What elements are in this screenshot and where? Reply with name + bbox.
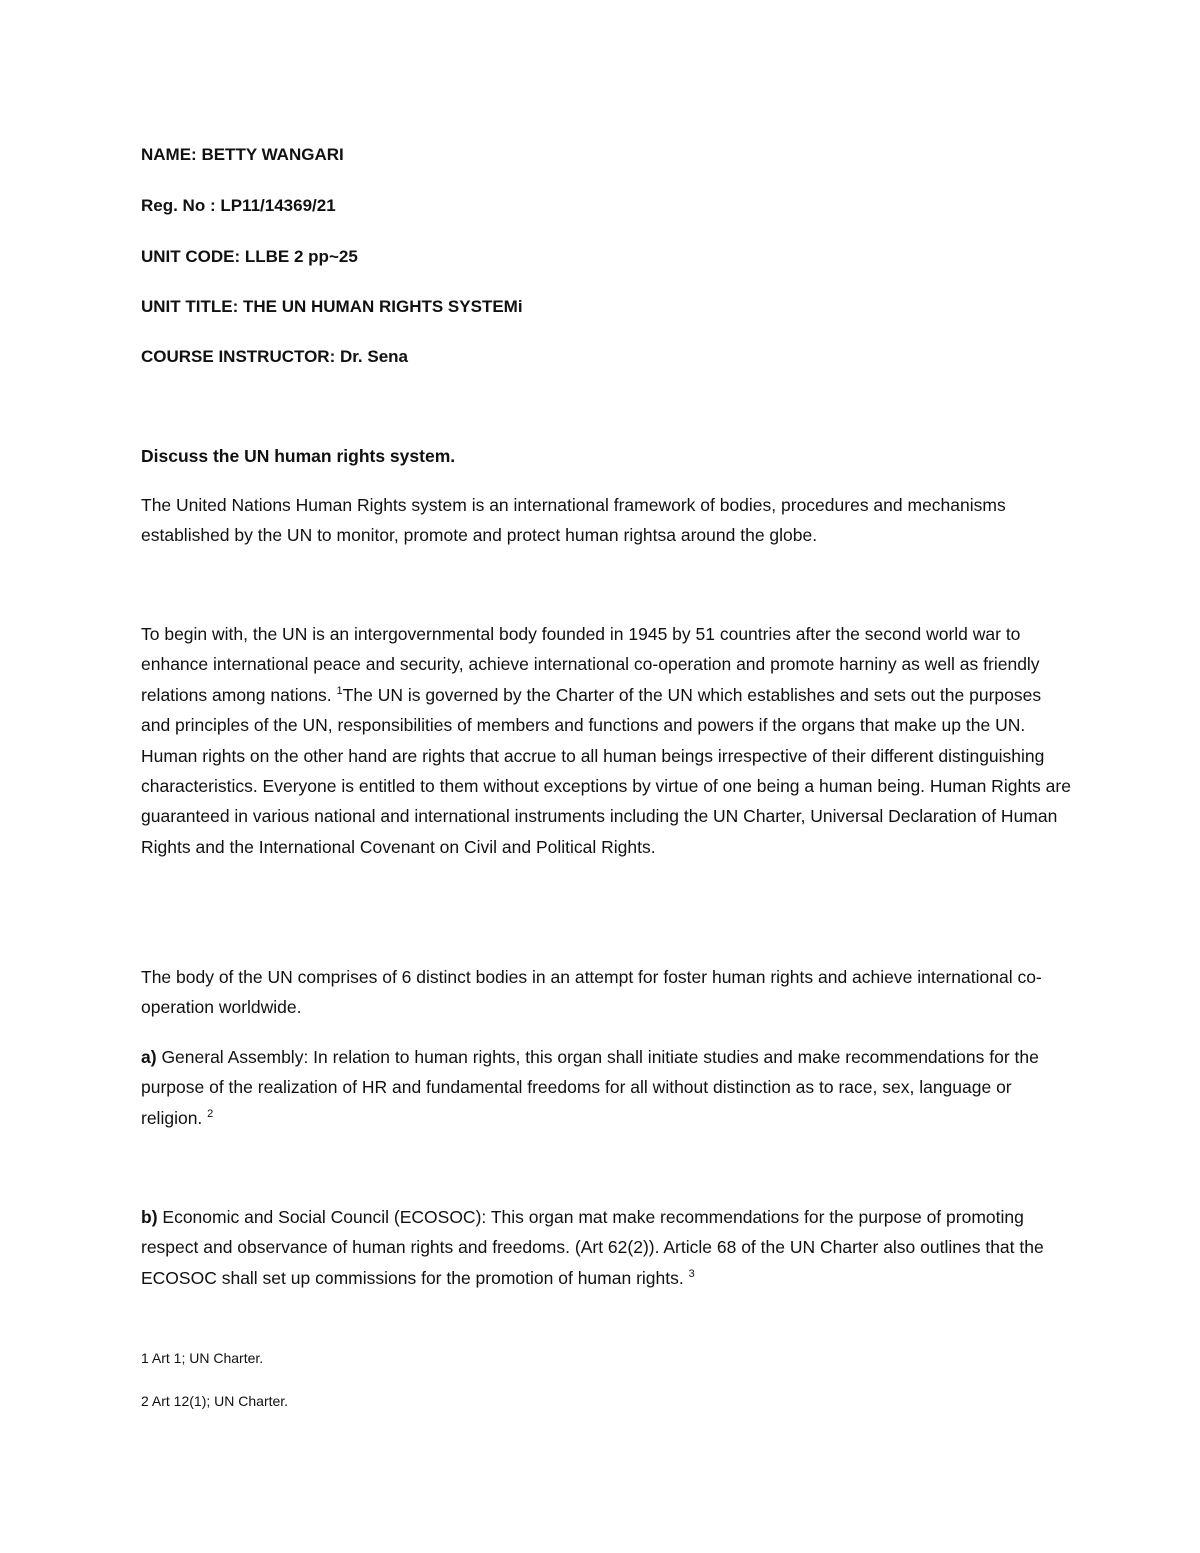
course-instructor: COURSE INSTRUCTOR: Dr. Sena bbox=[141, 347, 409, 366]
para2-text-1: To begin with, the UN is an intergovernmental body founded in 1945 by 51 countries after the second world war to enhance international peace and security, achieve international co-operation and promote harniny as well as friendly relations among nations. bbox=[141, 624, 1040, 705]
general-assembly-item bbox=[141, 1042, 1071, 1133]
footnote-1: 1 Art 1; UN Charter. bbox=[141, 1350, 264, 1366]
essay-question: Discuss the UN human rights system. bbox=[141, 446, 456, 466]
footnote-ref-2: 2 bbox=[207, 1107, 214, 1120]
ecosoc-item bbox=[141, 1202, 1071, 1293]
item-b-citation: (Art 62(2)). bbox=[574, 1237, 660, 1258]
unit-title: UNIT TITLE: THE UN HUMAN RIGHTS SYSTEMi bbox=[141, 297, 523, 316]
item-a-label: a) bbox=[141, 1047, 162, 1067]
unit-code: UNIT CODE: LLBE 2 pp~25 bbox=[141, 247, 358, 266]
item-b-label: b) bbox=[141, 1207, 163, 1227]
student-name: NAME: BETTY WANGARI bbox=[141, 145, 344, 164]
un-bodies-paragraph: The body of the UN comprises of 6 distinct bodies in an attempt for foster human rights and achieve international co-operation worldwide. bbox=[141, 967, 1042, 1018]
item-b-text-2: Article 68 of the UN Charter also outlines that the ECOSOC shall set up commissions for the promotion of human rights. bbox=[141, 1237, 1044, 1288]
footnote-2: 2 Art 12(1); UN Charter. bbox=[141, 1393, 289, 1409]
un-background-paragraph bbox=[141, 619, 1071, 862]
registration-number: Reg. No : LP11/14369/21 bbox=[141, 196, 336, 215]
item-b-title: Economic and Social Council (ECOSOC): bbox=[162, 1207, 491, 1227]
item-b-text-1: This organ mat make recommendations for the purpose of promoting respect and observance of human rights and freedoms. bbox=[141, 1207, 1024, 1258]
footnote-ref-3: 3 bbox=[688, 1267, 695, 1280]
footnote-ref-1: 1 bbox=[336, 684, 343, 697]
item-a-title: General Assembly: bbox=[161, 1047, 314, 1067]
para2-text-2: The UN is governed by the Charter of the UN which establishes and sets out the purposes and principles of the UN, responsibilities of members and functions and powers if the organs that make up the UN. Human rights on the other hand are rights that accrue to all human beings irrespective of their different distinguishing characteristics. Everyone is entitled to them without exceptions by virtue of one being a human being. Human Rights are guaranteed in various national and international instruments including the UN Charter, Universal Declaration of Human Rights and the International Covenant on Civil and Political Rights. bbox=[141, 684, 1071, 857]
item-a-text: In relation to human rights, this organ shall initiate studies and make recommendations for the purpose of the realization of HR and fundamental freedoms for all without distinction as to race, sex, language or religion. bbox=[141, 1047, 1039, 1128]
intro-paragraph: The United Nations Human Rights system is an international framework of bodies, procedures and mechanisms established by the UN to monitor, promote and protect human rightsa around the globe. bbox=[141, 495, 1006, 546]
